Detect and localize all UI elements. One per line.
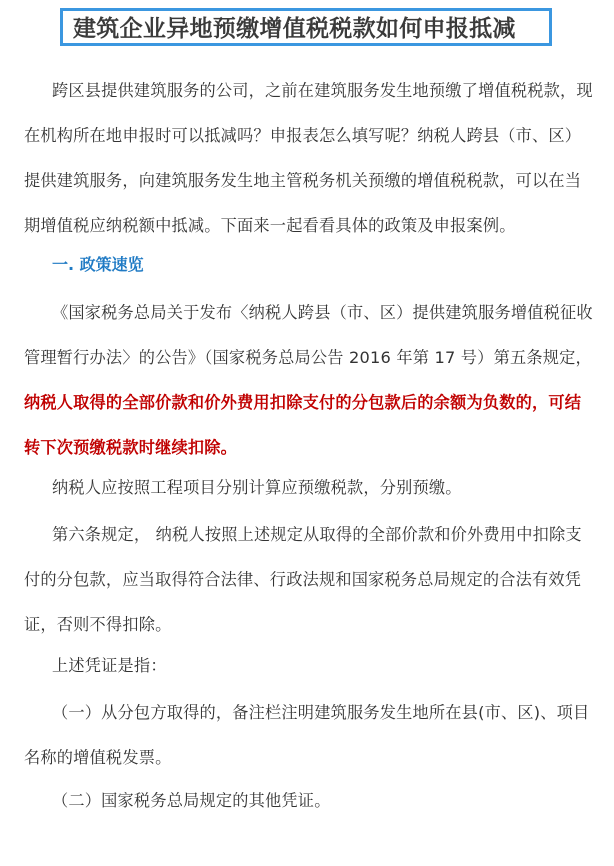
title-box: [60, 8, 552, 46]
section-heading: 一. 政策速览: [52, 255, 144, 274]
policy-highlight: 纳税人取得的全部价款和价外费用扣除支付的分包款后的余额为负数的，可结转下次预缴税款时继续扣除。: [24, 393, 582, 457]
vouchers-intro: 上述凭证是指：: [52, 656, 167, 675]
intro-paragraph: 跨区县提供建筑服务的公司，之前在建筑服务发生地预缴了增值税税款，现在机构所在地申报时可以抵减吗？申报表怎么填写呢？纳税人跨县（市、区）提供建筑服务，向建筑服务发生地主管税务机关预缴的增值税税款，可以在当期增值税应纳税额中抵减。下面来一起看看具体的政策及申报案例。: [24, 81, 593, 235]
policy-citation: 《国家税务总局关于发布〈纳税人跨县（市、区）提供建筑服务增值税征收管理暂行办法〉的公告》（国家税务总局公告 2016 年第 17 号）第五条规定，: [24, 303, 593, 367]
policy-paragraph: [24, 290, 594, 470]
article6-paragraph: 第六条规定， 纳税人按照上述规定从取得的全部价款和价外费用中扣除支付的分包款，应当取得符合法律、行政法规和国家税务总局规定的合法有效凭证，否则不得扣除。: [24, 525, 582, 634]
voucher-item: （一）从分包方取得的，备注栏注明建筑服务发生地所在县(市、区)、项目名称的增值税发票。: [24, 703, 590, 767]
project-paragraph: 纳税人应按照工程项目分别计算应预缴税款，分别预缴。: [52, 478, 462, 497]
voucher-item: （二）国家税务总局规定的其他凭证。: [52, 791, 331, 810]
article-title: 建筑企业异地预缴增值税税款如何申报抵减: [73, 16, 516, 42]
